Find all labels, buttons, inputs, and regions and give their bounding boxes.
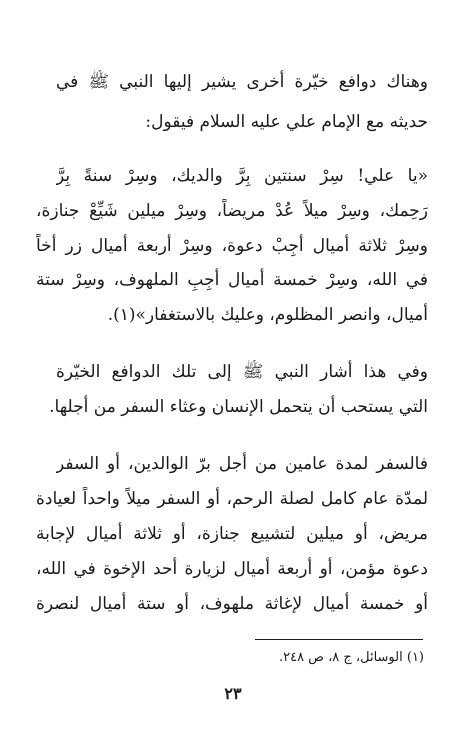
paragraph-2-line-5: أميال، وانصر المظلوم، وعليك بالاستغفار»(١). bbox=[107, 305, 428, 325]
paragraph-2-line-3: وسِرْ ثلاثة أميال أَجِبْ دعوة، وسِرْ أربعة أميال زر أخاً bbox=[36, 236, 428, 256]
paragraph-4-line-5: أو خمسة أميال لإغاثة ملهوف، أو ستة أميال لنصرة bbox=[36, 594, 428, 614]
paragraph-4-line-1: فالسفر لمدة عامين من أجل برّ الوالدين، أو السفر bbox=[56, 454, 428, 474]
paragraph-2-line-1: «يا علي! سِرْ سنتين بِرَّ والديك، وسِرْ سنةً بِرَّ bbox=[56, 166, 428, 186]
page-number: ٢٣ bbox=[224, 684, 242, 703]
paragraph-4-line-2: لمدّة عام كامل لصلة الرحم، أو السفر ميلاً واحداً لعيادة bbox=[36, 489, 428, 509]
paragraph-1-line-2: حديثه مع الإمام علي عليه السلام فيقول: bbox=[145, 112, 428, 132]
paragraph-2-line-4: في الله، وسِرْ خمسة أميال أَجِبِ الملهوف، وسِرْ ستة bbox=[36, 270, 428, 290]
paragraph-4-line-4: دعوة مؤمن، أو أربعة أميال لزيارة أحد الإخوة في الله، bbox=[36, 559, 428, 579]
paragraph-3-line-1: وفي هذا أشار النبي ﷺ إلى تلك الدوافع الخيّرة bbox=[56, 362, 428, 382]
footnote: (١) الوسائل، ج ٨، ص ٢٤٨. bbox=[279, 650, 424, 665]
paragraph-1-line-1: وهناك دوافع خيّرة أخرى يشير إليها النبي ﷺ في bbox=[56, 72, 428, 92]
paragraph-4-line-3: مريض، أو ميلين لتشييع جنازة، أو ثلاثة أميال لإجابة bbox=[36, 524, 428, 544]
footnote-divider bbox=[255, 639, 423, 640]
paragraph-3-line-2: التي يستحب أن يتحمل الإنسان وعثاء السفر من أجلها. bbox=[49, 397, 428, 417]
paragraph-2-line-2: رَحِمك، وسِرْ ميلاً عُدْ مريضاً، وسِرْ ميلين شَيِّعْ جنازة، bbox=[36, 201, 428, 221]
